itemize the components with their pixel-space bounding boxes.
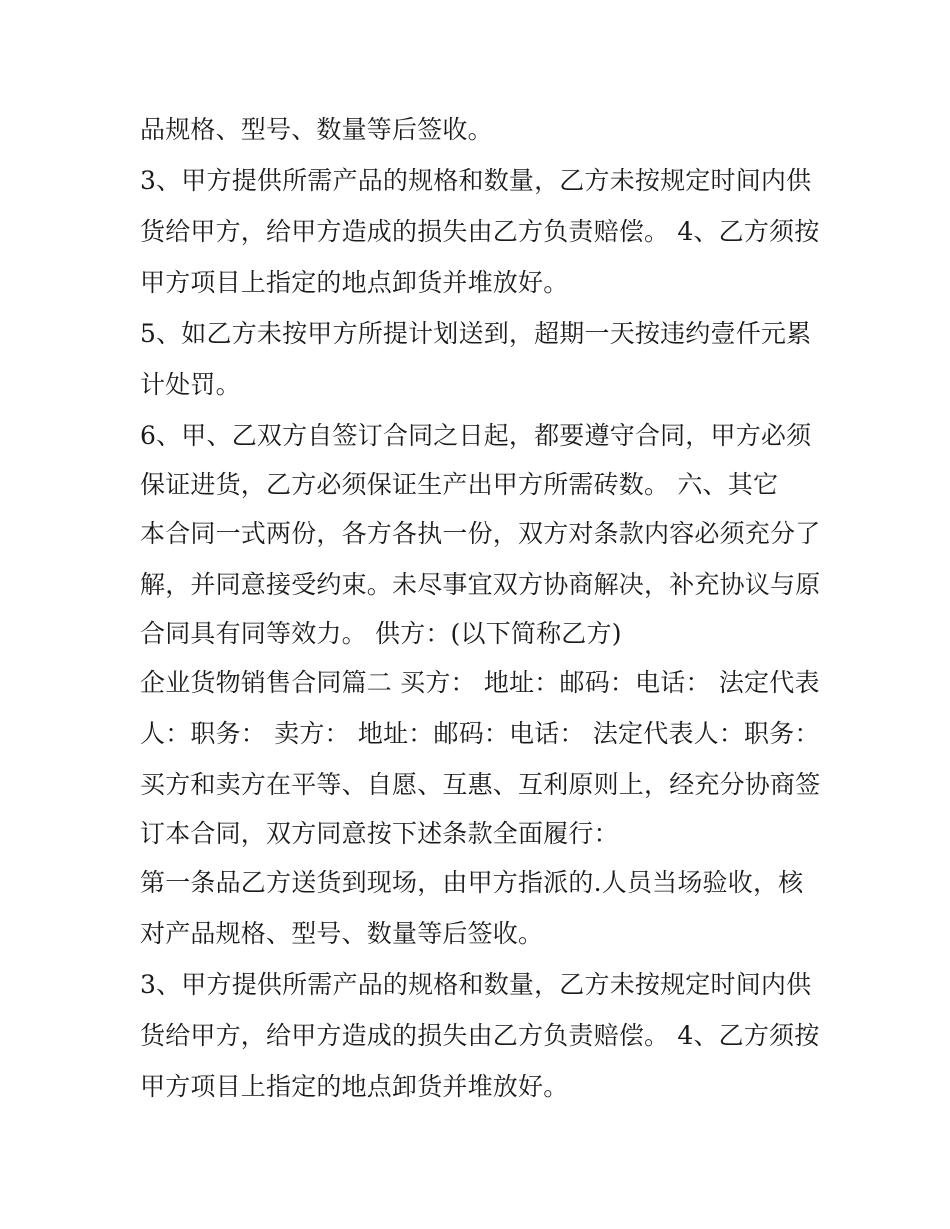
text-line: 甲方项目上指定的地点卸货并堆放好。 xyxy=(140,268,569,297)
text-line: 3、甲方提供所需产品的规格和数量，乙方未按规定时间内供 xyxy=(140,970,812,999)
text-line: 合同具有同等效力。 供方：(以下简称乙方) xyxy=(140,619,622,648)
text-line: 解，并同意接受约束。未尽事宜双方协商解决，补充协议与原 xyxy=(140,570,821,599)
text-line: 企业货物销售合同篇二 买方： 地址：邮码：电话： 法定代表 xyxy=(140,668,820,697)
contract-text xyxy=(140,104,820,1112)
text-line: 买方和卖方在平等、自愿、互惠、互利原则上，经充分协商签 xyxy=(140,770,821,799)
text-line: 货给甲方，给甲方造成的损失由乙方负责赔偿。 4、乙方须按 xyxy=(140,1021,820,1050)
text-line: 计处罚。 xyxy=(140,370,241,399)
text-line: 甲方项目上指定的地点卸货并堆放好。 xyxy=(140,1072,569,1101)
text-line: 本合同一式两份，各方各执一份，双方对条款内容必须充分了 xyxy=(140,519,821,548)
text-line: 货给甲方，给甲方造成的损失由乙方负责赔偿。 4、乙方须按 xyxy=(140,217,820,246)
text-line: 品规格、型号、数量等后签收。 xyxy=(140,115,493,144)
text-line: 3、甲方提供所需产品的规格和数量，乙方未按规定时间内供 xyxy=(140,166,812,195)
text-line: 6、甲、乙双方自签订合同之日起，都要遵守合同，甲方必须 xyxy=(140,421,812,450)
text-line: 保证进货，乙方必须保证生产出甲方所需砖数。 六、其它 xyxy=(140,470,779,499)
text-line: 第一条品乙方送货到现场，由甲方指派的.人员当场验收，核 xyxy=(140,868,804,897)
text-line: 对产品规格、型号、数量等后签收。 xyxy=(140,919,544,948)
text-line: 人：职务： 卖方： 地址：邮码：电话： 法定代表人：职务： xyxy=(140,719,820,748)
text-line: 订本合同，双方同意按下述条款全面履行： xyxy=(140,819,619,848)
text-line: 5、如乙方未按甲方所提计划送到，超期一天按违约壹仟元累 xyxy=(140,319,812,348)
